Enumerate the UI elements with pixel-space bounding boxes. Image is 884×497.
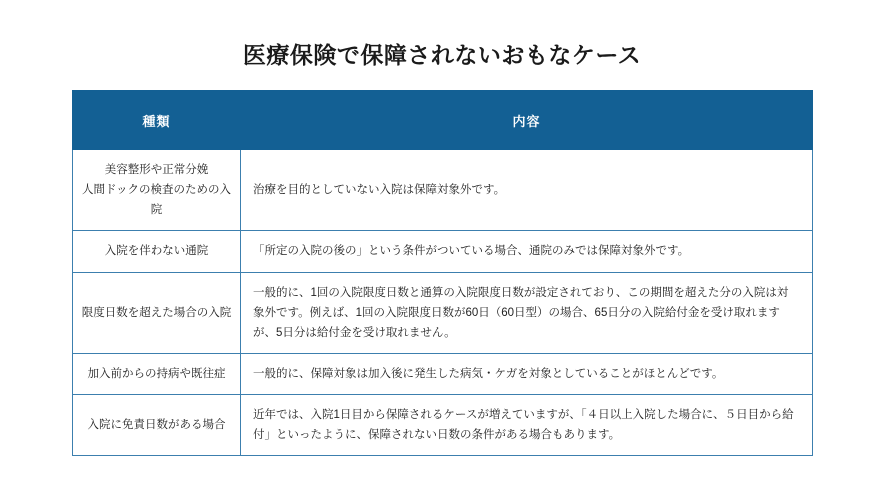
table-row <box>73 150 813 231</box>
cell-content: 近年では、入院1日目から保障されるケースが増えていますが、「４日以上入院した場合に、５日目から給付」といったように、保障されない日数の条件がある場合もあります。 <box>241 395 813 456</box>
cell-type <box>73 353 241 394</box>
type-line: 人間ドックの検査のための入院 <box>81 184 232 217</box>
cell-content: 「所定の入院の後の」という条件がついている場合、通院のみでは保障対象外です。 <box>241 231 813 272</box>
cases-table <box>72 90 813 456</box>
type-line: 入院に免責日数がある場合 <box>87 419 226 432</box>
table-body <box>73 150 813 456</box>
table-header <box>73 91 813 150</box>
cell-content: 一般的に、保障対象は加入後に発生した病気・ケガを対象としていることがほとんどです。 <box>241 353 813 394</box>
cell-type <box>73 150 241 231</box>
cell-content: 一般的に、1回の入院限度日数と通算の入院限度日数が設定されており、この期間を超えた分の入院は対象外です。例えば、1回の入院限度日数が60日（60日型）の場合、65日分の入院給付金を受け取れますが、5日分は給付金を受け取れません。 <box>241 272 813 353</box>
cell-type <box>73 231 241 272</box>
table-row <box>73 353 813 394</box>
table-row <box>73 272 813 353</box>
type-line: 入院を伴わない通院 <box>104 245 209 258</box>
column-header-type: 種類 <box>73 91 241 150</box>
cell-type <box>73 272 241 353</box>
column-header-content: 内容 <box>241 91 813 150</box>
cell-type <box>73 395 241 456</box>
type-line: 限度日数を超えた場合の入院 <box>81 306 232 319</box>
type-line: 美容整形や正常分娩 <box>104 164 209 176</box>
cell-content: 治療を目的としていない入院は保障対象外です。 <box>241 150 813 231</box>
table-header-row <box>73 91 813 150</box>
type-line: 加入前からの持病や既往症 <box>87 367 226 380</box>
table-row <box>73 395 813 456</box>
table-row <box>73 231 813 272</box>
cases-table-container <box>72 90 812 456</box>
page-title: 医療保険で保障されないおもなケース <box>242 42 642 68</box>
